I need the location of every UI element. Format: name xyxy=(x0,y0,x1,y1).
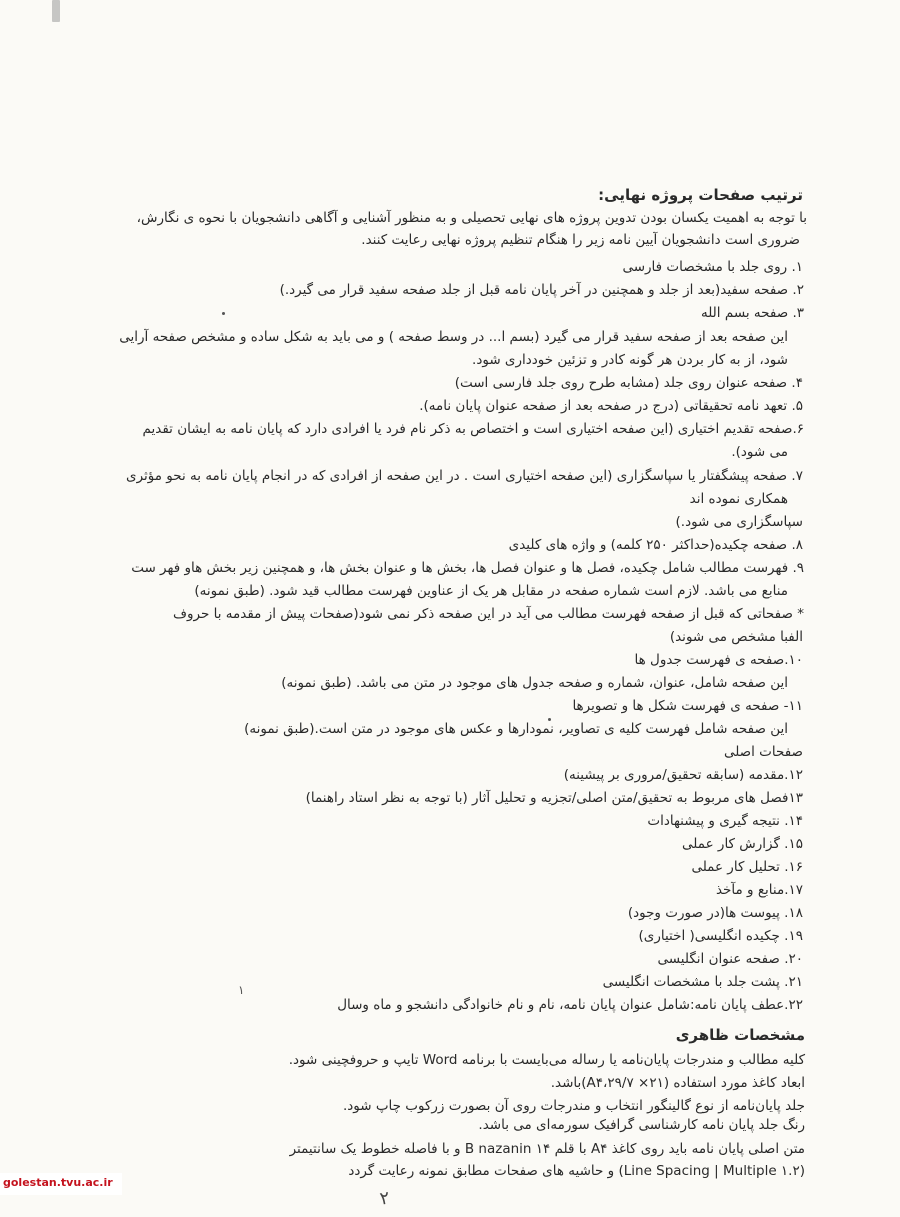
spec-line: کلیه مطالب و مندرجات پایان‌نامه یا رساله می‌بایست با برنامه Word تایپ و حروفچینی شود. xyxy=(288,1052,805,1068)
list-item: ۲. صفحه سفید(بعد از جلد و همچنین در آخر پایان نامه قبل از جلد صفحه سفید قرار می گیرد.) xyxy=(279,282,804,298)
list-item: ۶.صفحه تقدیم اختیاری (این صفحه اختیاری است و اختصاص به ذکر نام فرد یا افرادی دارد که پایان نامه به ایشان تقدیم xyxy=(142,421,804,437)
list-item: ۱۵. گزارش کار عملی xyxy=(682,836,803,852)
list-item-note: * صفحاتی که قبل از صفحه فهرست مطالب می آید در این صفحه ذکر نمی شود(صفحات پیش از مقدمه با حروف xyxy=(173,606,804,622)
speck xyxy=(548,718,551,721)
list-item: ۱. روی جلد با مشخصات فارسی xyxy=(622,259,803,275)
list-item: ۱۸. پیوست ها(در صورت وجود) xyxy=(627,905,803,921)
scan-artifact xyxy=(52,0,60,22)
list-item-detail: این صفحه بعد از صفحه سفید قرار می گیرد (بسم ا... در وسط صفحه ) و می باید به شکل ساده و مشخص صفحه آرایی xyxy=(119,329,788,345)
list-item-detail: منابع می باشد. لازم است شماره صفحه در مقابل هر یک از عناوین فهرست مطالب قید شود. (طبق نمونه) xyxy=(194,583,788,599)
spec-line: ابعاد کاغذ مورد استفاده (۲۱× A۴،۲۹/۷)باشد. xyxy=(550,1075,805,1091)
margin-mark: ١ xyxy=(238,983,245,997)
list-item: ۸. صفحه چکیده(حداکثر ۲۵۰ کلمه) و واژه های کلیدی xyxy=(508,537,803,553)
section-title-appearance: مشخصات ظاهری xyxy=(675,1026,805,1044)
spec-line: جلد پایان‌نامه از نوع گالینگور انتخاب و مندرجات روی آن بصورت زرکوب چاپ شود. xyxy=(342,1098,805,1114)
list-item-detail: می شود). xyxy=(731,444,788,460)
list-item: ۱۳فصل های مربوط به تحقیق/متن اصلی/تجزیه و تحلیل آثار (با توجه به نظر استاد راهنما) xyxy=(305,790,803,806)
list-item: ۱۹. چکیده انگلیسی( اختیاری) xyxy=(638,928,803,944)
list-item-detail: الفبا مشخص می شوند) xyxy=(669,629,803,645)
site-badge[interactable] xyxy=(0,1173,122,1195)
list-item-detail: این صفحه شامل فهرست کلیه ی تصاویر، نمودارها و عکس های موجود در متن است.(طبق نمونه) xyxy=(244,721,788,737)
list-item: ۹. فهرست مطالب شامل چکیده، فصل ها و عنوان فصل ها، بخش ها و عنوان بخش ها، و همچنین زیر بخش هاو فهر ست xyxy=(131,560,804,576)
list-item: ۱۲.مقدمه (سابقه تحقیق/مروری بر پیشینه) xyxy=(563,767,803,783)
list-item: ۷. صفحه پیشگفتار یا سپاسگزاری (این صفحه اختیاری است . در این صفحه از افرادی که در انجام پایان نامه به نحو مؤثری xyxy=(126,468,803,484)
list-item: ۱۷.منابع و مآخذ xyxy=(715,882,803,898)
list-item: ۳. صفحه بسم الله xyxy=(700,305,804,321)
list-item: ۱۰.صفحه ی فهرست جدول ها xyxy=(634,652,803,668)
site-badge-text: golestan.tvu.ac.ir xyxy=(3,1176,113,1189)
spec-line: متن اصلی پایان نامه باید روی کاغذ A۴ با قلم ۱۴ B nazanin و با فاصله خطوط یک سانتیمتر xyxy=(289,1141,805,1157)
list-item-detail: این صفحه شامل، عنوان، شماره و صفحه جدول های موجود در متن می باشد. (طبق نمونه) xyxy=(281,675,788,691)
list-item: ۱۴. نتیجه گیری و پیشنهادات xyxy=(647,813,803,829)
list-item: ۱۶. تحلیل کار عملی xyxy=(691,859,803,875)
spec-line: رنگ جلد پایان نامه کارشناسی گرافیک سورمه‌ای می باشد. xyxy=(478,1117,805,1133)
spec-line: (Line Spacing | Multiple ۱.۲) و حاشیه های صفحات مطابق نمونه رعایت گردد xyxy=(348,1163,805,1179)
list-item-detail: همکاری نموده اند xyxy=(689,491,788,507)
page-number: ۲ xyxy=(378,1187,392,1210)
list-item: ۲۱. پشت جلد با مشخصات انگلیسی xyxy=(602,974,803,990)
section-title-page-order: ترتیب صفحات پروژه نهایی: xyxy=(598,186,803,204)
list-item: ۵. تعهد نامه تحقیقاتی (درج در صفحه بعد از صفحه عنوان پایان نامه). xyxy=(419,398,803,414)
list-item: ۲۲.عطف پایان نامه:شامل عنوان پایان نامه، نام و نام خانوادگی دانشجو و ماه وسال xyxy=(337,997,803,1013)
list-item: ۴. صفحه عنوان روی جلد (مشابه طرح روی جلد فارسی است) xyxy=(454,375,803,391)
list-item-detail: شود، از به کار بردن هر گونه کادر و تزئین خودداری شود. xyxy=(472,352,788,368)
speck xyxy=(222,312,225,315)
intro-line-2: ضروری است دانشجویان آیین نامه زیر را هنگام تنظیم پروژه نهایی رعایت کنند. xyxy=(361,232,800,248)
list-item-detail: سپاسگزاری می شود.) xyxy=(675,514,803,530)
intro-line-1: با توجه به اهمیت یکسان بودن تدوین پروژه های نهایی تحصیلی و به منظور آشنایی و آگاهی دانشجویان با نحوه ی نگارش، xyxy=(136,210,807,226)
list-item: ۱۱- صفحه ی فهرست شکل ها و تصویرها xyxy=(572,698,803,714)
subsection-main-pages: صفحات اصلی xyxy=(723,744,803,760)
list-item: ۲۰. صفحه عنوان انگلیسی xyxy=(657,951,803,967)
